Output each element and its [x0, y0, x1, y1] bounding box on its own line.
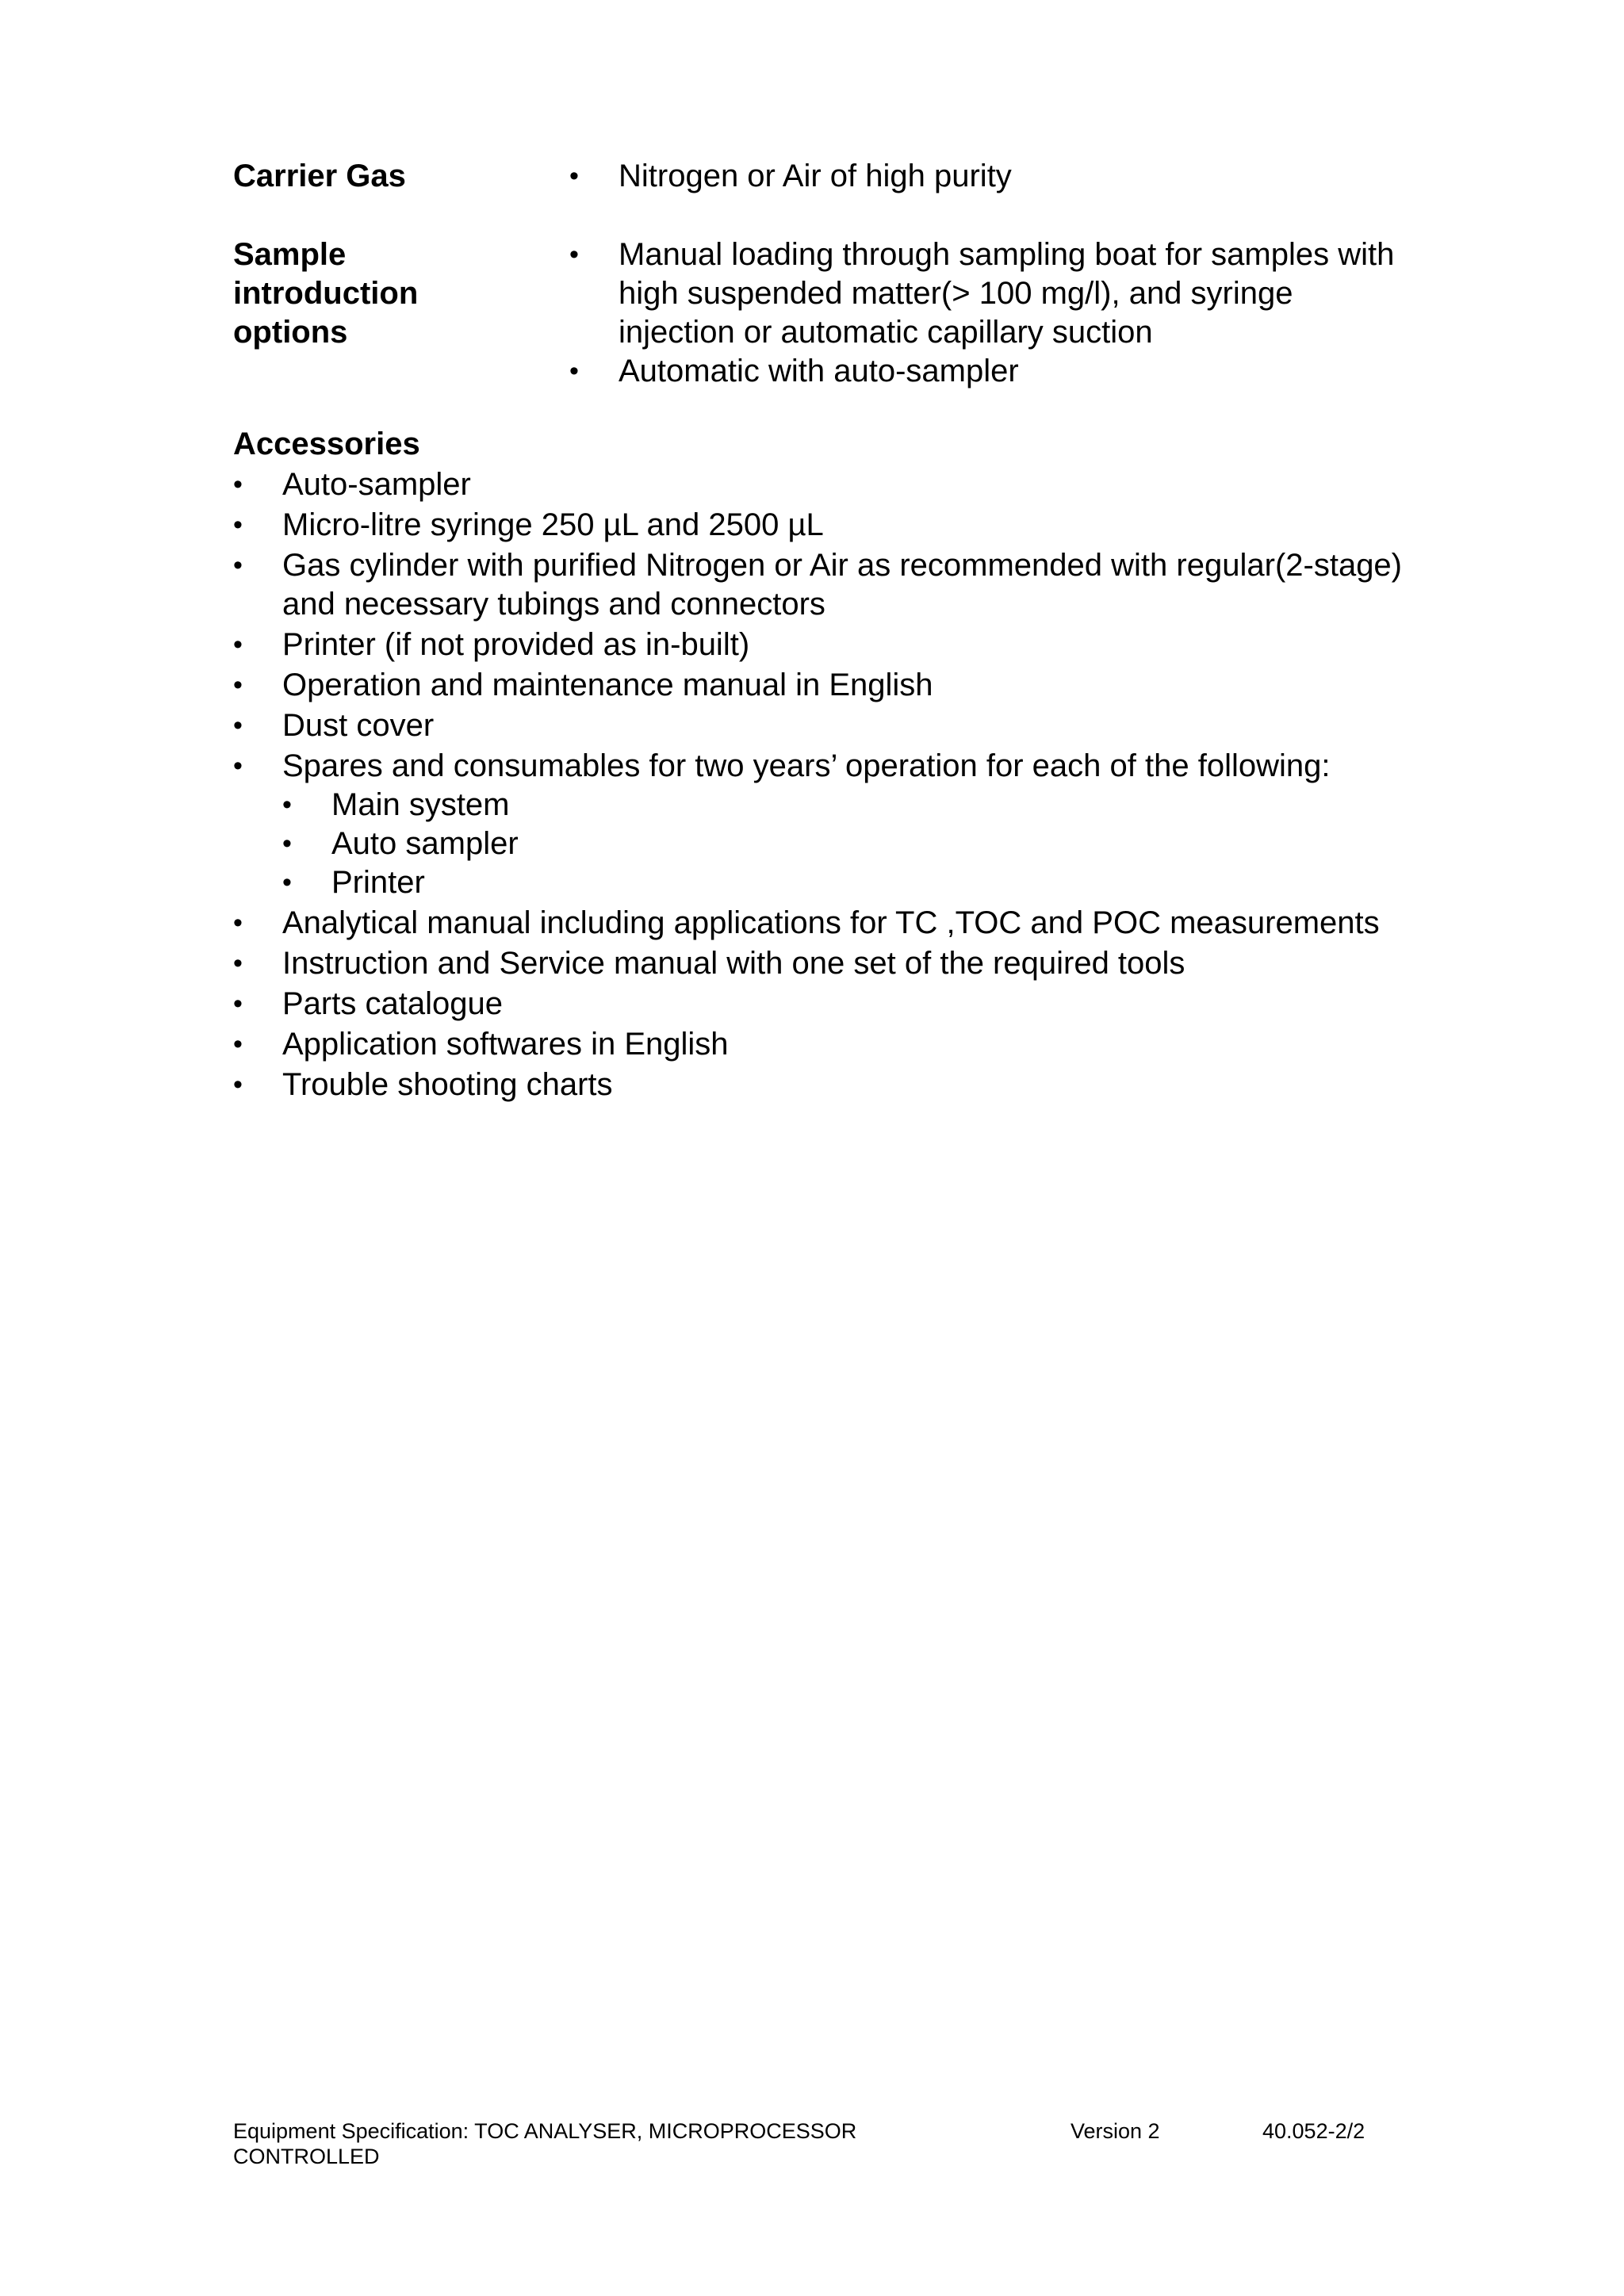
spec-label-line: Sample [233, 237, 347, 272]
list-item [233, 666, 1402, 705]
sublist-item [282, 825, 1402, 863]
list-item-text: Gas cylinder with purified Nitrogen or Air as recommended with regular(2-stage) and necessary tubings and connectors [282, 548, 1402, 622]
bullet-icon: • [233, 989, 243, 1019]
bullet-icon: • [569, 356, 579, 386]
list-item [233, 1025, 1402, 1064]
bullet-icon: • [233, 1029, 243, 1059]
bullet-icon: • [569, 239, 579, 270]
list-item [233, 1066, 1402, 1104]
list-item [569, 157, 1407, 196]
spec-label-carrier-gas: Carrier Gas [233, 159, 406, 193]
spec-label-line: options [233, 315, 348, 350]
footer-title-line: Equipment Specification: TOC ANALYSER, MICROPROCESSOR [233, 2119, 857, 2143]
list-item [233, 626, 1402, 664]
footer-version: Version 2 [1071, 2119, 1160, 2143]
list-item-text: Instruction and Service manual with one set of the required tools [282, 946, 1185, 981]
bullet-icon: • [282, 867, 292, 897]
footer-doc-number: 40.052-2/2 [1262, 2119, 1365, 2143]
spec-label-sample-introduction [233, 235, 534, 352]
bullet-icon: • [282, 828, 292, 859]
sublist-item [282, 786, 1402, 825]
bullet-icon: • [233, 550, 243, 580]
list-item [233, 506, 1402, 545]
footer-title [233, 2118, 915, 2169]
list-item-text: Trouble shooting charts [282, 1067, 613, 1102]
list-item-text: Auto-sampler [282, 467, 471, 502]
spec-label-line: introduction [233, 276, 419, 311]
bullet-icon: • [233, 908, 243, 938]
sublist-item-text: Auto sampler [331, 826, 519, 861]
list-item [233, 944, 1402, 983]
bullet-icon: • [233, 1070, 243, 1100]
sublist-item-text: Printer [331, 865, 425, 900]
list-item [233, 747, 1402, 902]
spec-list-sample-introduction [569, 235, 1407, 391]
accessories-list [233, 465, 1402, 1106]
bullet-icon: • [233, 710, 243, 740]
list-item [569, 235, 1407, 352]
list-item-text: Parts catalogue [282, 986, 503, 1021]
list-item [233, 706, 1402, 745]
bullet-icon: • [569, 161, 579, 191]
list-item-text: Application softwares in English [282, 1027, 729, 1062]
bullet-icon: • [233, 629, 243, 660]
sublist-item [282, 863, 1402, 902]
list-item-text: Nitrogen or Air of high purity [619, 159, 1012, 193]
bullet-icon: • [233, 510, 243, 540]
sublist-item-text: Main system [331, 787, 510, 822]
bullet-icon: • [282, 790, 292, 820]
list-item-text: Micro-litre syringe 250 µL and 2500 µL [282, 507, 824, 542]
list-item [233, 985, 1402, 1024]
list-item-text: Analytical manual including applications for TC ,TOC and POC measurements [282, 905, 1380, 940]
list-item [569, 352, 1407, 391]
footer-title-line: CONTROLLED [233, 2145, 380, 2168]
bullet-icon: • [233, 469, 243, 499]
bullet-icon: • [233, 751, 243, 781]
list-item-text: Automatic with auto-sampler [619, 354, 1019, 388]
list-item-text: Spares and consumables for two years’ operation for each of the following: [282, 748, 1331, 783]
bullet-icon: • [233, 670, 243, 700]
list-item-text: Printer (if not provided as in-built) [282, 627, 750, 662]
list-item [233, 904, 1402, 943]
list-item-text: Manual loading through sampling boat for samples with high suspended matter(> 100 mg/l), and syringe injection or automatic capillary suction [619, 237, 1395, 350]
list-item-text: Operation and maintenance manual in English [282, 668, 933, 702]
list-item-text: Dust cover [282, 708, 435, 743]
accessories-heading: Accessories [233, 427, 420, 461]
bullet-icon: • [233, 948, 243, 978]
list-item [233, 546, 1402, 624]
spec-list-carrier-gas [569, 157, 1407, 196]
spares-sublist [282, 786, 1402, 902]
list-item [233, 465, 1402, 504]
